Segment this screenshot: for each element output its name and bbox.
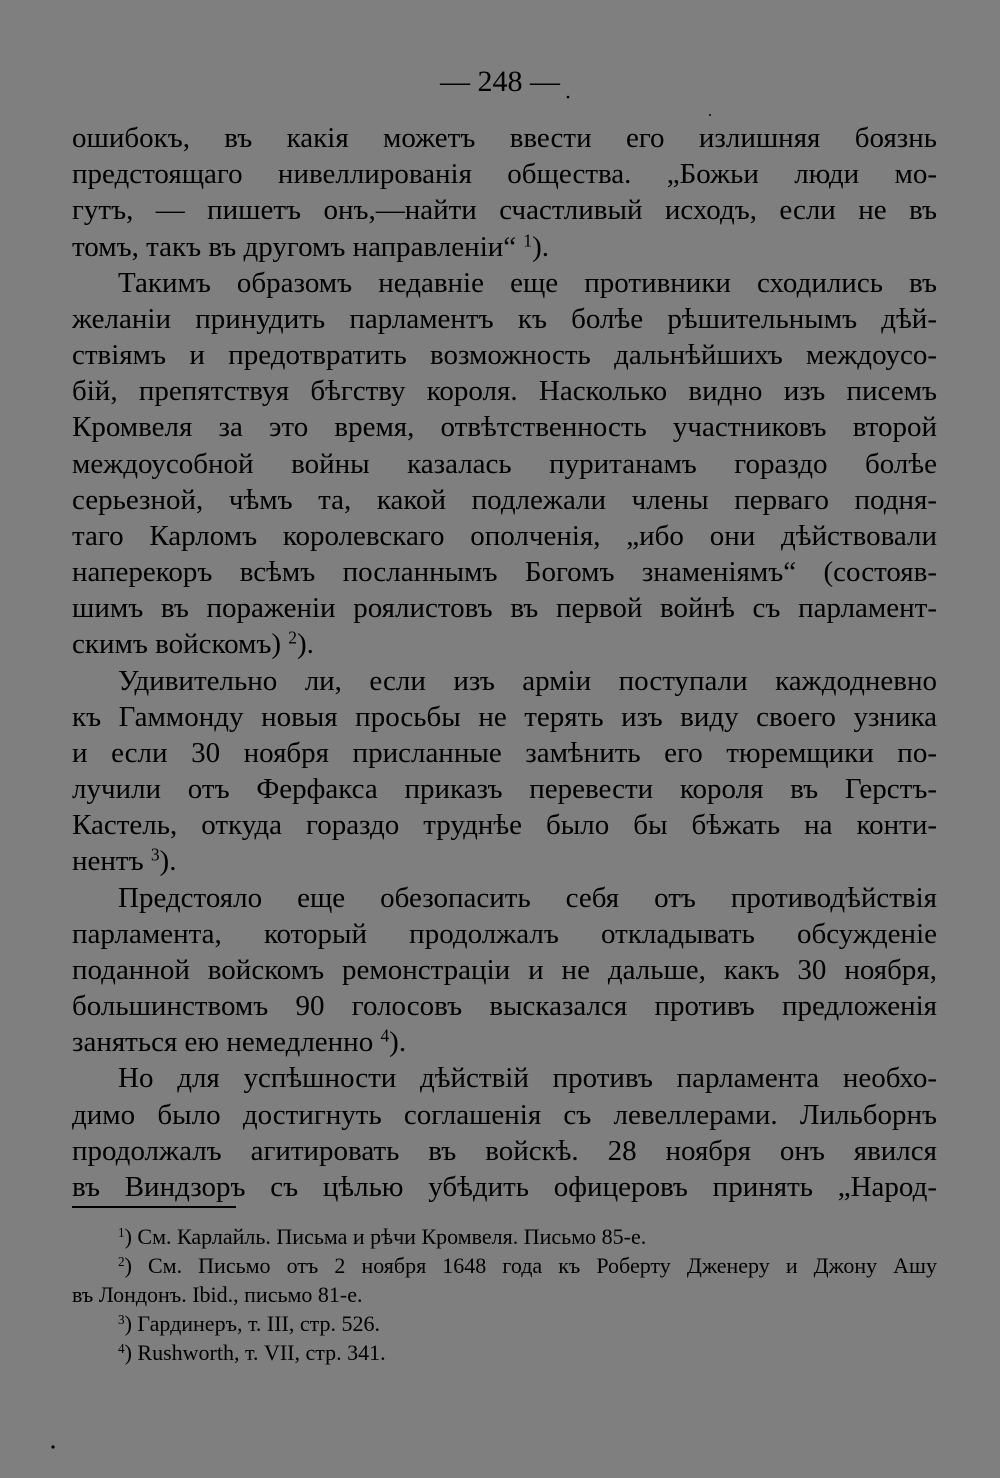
line-text: большинствомъ 90 голосовъ высказался противъ предложенія bbox=[72, 990, 937, 1023]
footnote-text: ) Rushworth, т. VII, стр. 341. bbox=[124, 1340, 386, 1365]
line-text-after: ). bbox=[532, 230, 550, 263]
text-line bbox=[72, 1133, 937, 1169]
line-text: лучили отъ Ферфакса приказъ перевести короля въ Герстъ- bbox=[72, 773, 937, 806]
text-line bbox=[72, 446, 937, 482]
text-line bbox=[72, 771, 937, 807]
text-line bbox=[72, 518, 937, 554]
line-text-after: ). bbox=[159, 845, 177, 878]
line-text: Такимъ образомъ недавніе еще противники сходились въ bbox=[118, 266, 937, 299]
text-line bbox=[72, 554, 937, 590]
line-text: шимъ въ пораженіи роялистовъ въ первой войнѣ съ парламент- bbox=[72, 592, 937, 625]
footnote-mark: 1 bbox=[118, 1224, 125, 1240]
footnote-mark: 4 bbox=[118, 1340, 125, 1356]
line-text: Кастель, откуда гораздо труднѣе было бы бѣжать на конти- bbox=[72, 809, 937, 842]
text-line bbox=[72, 988, 937, 1024]
text-line bbox=[72, 735, 937, 771]
line-text-after: ). bbox=[297, 628, 314, 661]
line-text: междоусобной войны казалась пуританамъ гораздо болѣе bbox=[72, 447, 937, 480]
footnote-ref: 4 bbox=[380, 1025, 390, 1046]
line-text: гутъ, — пишетъ онъ,—найти счастливый исходъ, если не въ bbox=[72, 194, 937, 227]
line-text: въ Виндзоръ съ цѣлью убѣдить офицеровъ принять „Народ- bbox=[72, 1170, 937, 1203]
footnote bbox=[72, 1309, 937, 1338]
page-number: — 248 — bbox=[440, 65, 560, 98]
line-text: къ Гаммонду новыя просьбы не терять изъ виду своего узника bbox=[72, 700, 937, 733]
text-line bbox=[72, 482, 937, 518]
text-line bbox=[72, 699, 937, 735]
footnote-separator bbox=[72, 1206, 236, 1208]
text-line bbox=[72, 229, 937, 265]
text-line bbox=[72, 880, 937, 916]
text-line bbox=[72, 301, 937, 337]
text-line bbox=[72, 1024, 937, 1060]
footnote bbox=[72, 1222, 937, 1251]
line-text: заняться ею немедленно bbox=[72, 1026, 381, 1059]
text-line bbox=[72, 952, 937, 988]
line-text: бій, препятствуя бѣгству короля. Насколько видно изъ писемъ bbox=[72, 375, 937, 408]
footnote-ref: 1 bbox=[523, 229, 533, 250]
text-line bbox=[72, 626, 937, 662]
line-text: серьезной, чѣмъ та, какой подлежали члены перваго подня- bbox=[72, 483, 937, 516]
text-line bbox=[72, 1097, 937, 1133]
footnote-ref: 2 bbox=[288, 627, 297, 648]
text-line bbox=[72, 1169, 937, 1205]
text-line bbox=[72, 192, 937, 228]
line-text: скимъ войскомъ) bbox=[72, 628, 289, 661]
text-line bbox=[72, 590, 937, 626]
text-line bbox=[72, 807, 937, 843]
text-line bbox=[72, 337, 937, 373]
line-text: парламента, который продолжалъ откладывать обсужденіе bbox=[72, 917, 937, 950]
footnotes bbox=[72, 1222, 937, 1367]
footnote-text: въ Лондонъ. Ibid., письмо 81-е. bbox=[72, 1282, 363, 1307]
line-text: и если 30 ноября присланные замѣнить его тюремщики по- bbox=[72, 736, 937, 769]
scan-speck bbox=[709, 114, 711, 116]
line-text: желаніи принудить парламентъ къ болѣе рѣшительнымъ дѣй- bbox=[72, 302, 937, 335]
text-line bbox=[72, 409, 937, 445]
text-line bbox=[72, 843, 937, 879]
footnote-text: ) Гардинеръ, т. III, стр. 526. bbox=[124, 1311, 381, 1336]
footnote-ref: 3 bbox=[150, 844, 160, 865]
line-text-after: ). bbox=[389, 1026, 407, 1059]
line-text: предстоящаго нивеллированія общества. „Божьи люди мо- bbox=[72, 158, 937, 191]
text-line bbox=[72, 1060, 937, 1096]
footnote bbox=[72, 1251, 937, 1280]
footnote bbox=[72, 1338, 937, 1367]
text-line bbox=[72, 663, 937, 699]
footnote-text: ) См. Карлайль. Письма и рѣчи Кромвеля. Письмо 85-е. bbox=[124, 1224, 647, 1249]
line-text: Предстояло еще обезопасить себя отъ противодѣйствія bbox=[118, 881, 937, 914]
line-text: таго Карломъ королевскаго ополченія, „ибо они дѣйствовали bbox=[72, 519, 937, 552]
footnote bbox=[72, 1280, 937, 1309]
text-line bbox=[72, 265, 937, 301]
footnote-text: ) См. Письмо отъ 2 ноября 1648 года къ Роберту Дженеру и Джону Ашу bbox=[124, 1253, 937, 1278]
text-line bbox=[72, 373, 937, 409]
footnote-mark: 2 bbox=[118, 1253, 125, 1269]
line-text: Кромвеля за это время, отвѣтственность участниковъ второй bbox=[72, 411, 937, 444]
text-line bbox=[72, 120, 937, 156]
scan-speck bbox=[51, 1445, 54, 1448]
line-text: Удивительно ли, если изъ арміи поступали каждодневно bbox=[118, 664, 937, 697]
line-text: ошибокъ, въ какія можетъ ввести его излишняя боязнь bbox=[72, 122, 937, 154]
line-text: ствіямъ и предотвратить возможность дальнѣйшихъ междоусо- bbox=[72, 339, 937, 372]
body-text bbox=[72, 120, 937, 1205]
text-line bbox=[72, 916, 937, 952]
line-text: нентъ bbox=[72, 845, 151, 878]
line-text: Но для успѣшности дѣйствій противъ парламента необхо- bbox=[118, 1062, 937, 1095]
line-text: димо было достигнуть соглашенія съ левеллерами. Лильборнъ bbox=[72, 1098, 937, 1131]
line-text: томъ, такъ въ другомъ направленіи“ bbox=[72, 230, 524, 263]
text-line bbox=[72, 156, 937, 192]
line-text: поданной войскомъ ремонстраціи и не дальше, какъ 30 ноября, bbox=[72, 953, 937, 986]
line-text: продолжалъ агитировать въ войскѣ. 28 ноября онъ явился bbox=[72, 1134, 937, 1167]
line-text: наперекоръ всѣмъ посланнымъ Богомъ знаменіямъ“ (состояв- bbox=[72, 556, 937, 589]
footnote-mark: 3 bbox=[118, 1311, 125, 1327]
